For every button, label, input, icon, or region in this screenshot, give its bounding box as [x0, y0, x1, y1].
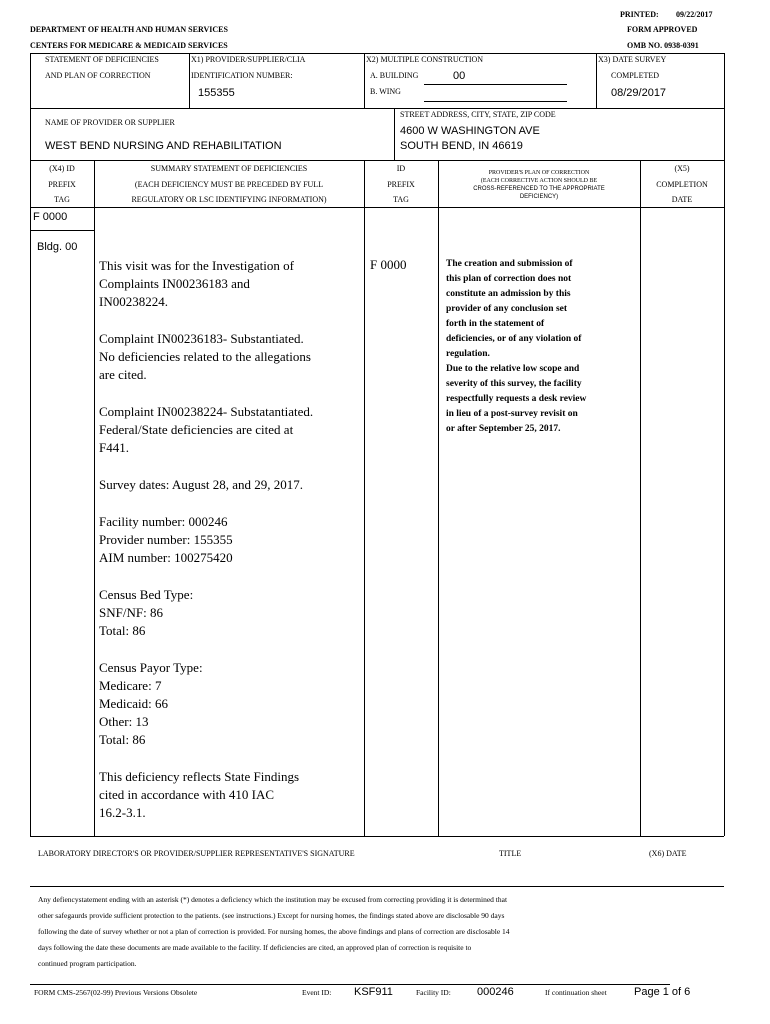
- summary-line: cited in accordance with 410 IAC: [99, 787, 275, 802]
- plan-line: deficiencies, or of any violation of: [446, 334, 582, 344]
- department-title: DEPARTMENT OF HEALTH AND HUMAN SERVICES: [30, 25, 228, 34]
- plan-of-correction: [446, 257, 586, 437]
- box1-left-border: [30, 53, 31, 108]
- event-id-label: Event ID:: [302, 988, 332, 997]
- provider-name-label: NAME OF PROVIDER OR SUPPLIER: [45, 118, 175, 127]
- table-divider-4: [640, 160, 641, 836]
- summary-line: Medicaid: 66: [99, 696, 168, 711]
- summary-line: Medicare: 7: [99, 678, 162, 693]
- disclaimer: [38, 892, 510, 972]
- summary-line: Total: 86: [99, 732, 146, 747]
- summary-header-2: (EACH DEFICIENCY MUST BE PRECEDED BY FULL: [134, 180, 324, 189]
- summary-paragraph: [99, 768, 361, 822]
- summary-paragraph: [99, 330, 361, 384]
- summary-line: IN00238224.: [99, 294, 168, 309]
- summary-line: Complaint IN00238224- Substatantiated.: [99, 404, 314, 419]
- printed-date: 09/22/2017: [676, 10, 713, 19]
- form-approved: FORM APPROVED: [627, 25, 698, 34]
- box1-top-border: [30, 53, 724, 54]
- plan-line: regulation.: [446, 349, 490, 359]
- omb-number: OMB NO. 0938-0391: [627, 41, 699, 50]
- plan-line: forth in the statement of: [446, 319, 545, 329]
- poc-header-2: (EACH CORRECTIVE ACTION SHOULD BE: [480, 178, 598, 184]
- printed-label: PRINTED:: [620, 10, 659, 19]
- left-prefix-tag: F 0000: [33, 211, 68, 223]
- plan-line: provider of any conclusion set: [446, 304, 568, 314]
- plan-line: in lieu of a post-survey revisit on: [446, 409, 578, 419]
- title-label: TITLE: [499, 849, 522, 858]
- summary-line: No deficiencies related to the allegations: [99, 349, 311, 364]
- summary-line: Federal/State deficiencies are cited at: [99, 422, 294, 437]
- table-header-bottom-border: [30, 207, 724, 208]
- disclaimer-line: following the date of survey whether or not a plan of correction is provided. For nursing homes, the above findings and plans of correction are disclosable 14: [38, 927, 510, 936]
- signature-bottom-border: [30, 886, 724, 887]
- plan-line: respectfully requests a desk review: [446, 394, 587, 404]
- plan-line: severity of this survey, the facility: [446, 379, 582, 389]
- summary-paragraph: [99, 586, 361, 640]
- building-value: 00: [453, 70, 466, 82]
- plan-line: constitute an admission by this: [446, 289, 571, 299]
- id-header-2: PREFIX: [387, 180, 415, 189]
- footer-rule: [30, 984, 670, 985]
- box2-right-border: [724, 108, 725, 160]
- summary-header-1: SUMMARY STATEMENT OF DEFICIENCIES: [150, 164, 308, 173]
- building-label: A. BUILDING: [370, 71, 419, 80]
- poc-header-3: CROSS-REFERENCED TO THE APPROPRIATE: [473, 186, 605, 192]
- table-divider-3: [438, 160, 439, 836]
- box1-bottom-border: [30, 108, 724, 109]
- date-label: (X6) DATE: [649, 849, 687, 858]
- centers-title: CENTERS FOR MEDICARE & MEDICAID SERVICES: [30, 41, 228, 50]
- plan-line: this plan of correction does not: [446, 274, 572, 284]
- plan-line: or after September 25, 2017.: [446, 424, 561, 434]
- survey-date: 08/29/2017: [611, 87, 667, 99]
- plan-line: Due to the relative low scope and: [446, 364, 580, 374]
- plan-line: The creation and submission of: [446, 259, 573, 269]
- event-id: KSF911: [354, 986, 393, 998]
- table-divider-2: [364, 160, 365, 836]
- summary-line: This visit was for the Investigation of: [99, 258, 294, 273]
- x5-header-1: (X5): [674, 164, 690, 173]
- summary-line: are cited.: [99, 367, 147, 382]
- id-header-3: TAG: [393, 195, 409, 204]
- facility-id-label: Facility ID:: [416, 988, 451, 997]
- table-right-border: [724, 160, 725, 836]
- summary-line: Survey dates: August 28, and 29, 2017.: [99, 477, 304, 492]
- disclaimer-line: days following the date these documents are made available to the facility. If deficiencies are cited, an approved plan of correction is requisite to: [38, 943, 472, 952]
- address-line-2: SOUTH BEND, IN 46619: [400, 140, 523, 152]
- x5-header-2: COMPLETION: [656, 180, 708, 189]
- summary-paragraph: [99, 403, 361, 457]
- summary-paragraph: [99, 513, 361, 567]
- summary-line: Provider number: 155355: [99, 532, 233, 547]
- table-divider-1: [94, 160, 95, 836]
- disclaimer-line: continued program participation.: [38, 959, 137, 968]
- page-number: Page 1 of 6: [634, 986, 691, 998]
- poc-header-4: DEFICIENCY): [519, 194, 559, 200]
- table-left-border: [30, 160, 31, 836]
- summary-line: Complaint IN00236183- Substantiated.: [99, 331, 304, 346]
- id-header-1: ID: [396, 164, 406, 173]
- x4-header-3: TAG: [54, 195, 70, 204]
- summary-statement: [99, 257, 361, 841]
- box1-right-border: [724, 53, 725, 108]
- x4-header-1: (X4) ID: [49, 164, 75, 173]
- building-underline: [424, 84, 567, 85]
- summary-line: F441.: [99, 440, 129, 455]
- box1-divider-1: [189, 53, 190, 108]
- box2-left-border: [30, 108, 31, 160]
- statement-label-1: STATEMENT OF DEFICIENCIES: [45, 55, 159, 64]
- summary-paragraph: [99, 257, 361, 311]
- summary-line: Census Payor Type:: [99, 660, 203, 675]
- x4-header-2: PREFIX: [48, 180, 76, 189]
- left-tag-separator: [30, 230, 94, 231]
- box1-divider-3: [596, 53, 597, 108]
- wing-label: B. WING: [370, 87, 401, 96]
- box2-divider: [394, 108, 395, 160]
- disclaimer-line: Any defiencystatement ending with an asterisk (*) denotes a deficiency which the institution may be excused from correcting providing it is determined that: [38, 895, 508, 904]
- poc-header-1: PROVIDER'S PLAN OF CORRECTION: [488, 170, 590, 176]
- address-label: STREET ADDRESS, CITY, STATE, ZIP CODE: [400, 110, 556, 119]
- x5-header-3: DATE: [671, 195, 693, 204]
- form-number: FORM CMS-2567(02-99) Previous Versions Obsolete: [34, 988, 198, 997]
- x2-label: X2) MULTIPLE CONSTRUCTION: [366, 55, 484, 64]
- building-tag: Bldg. 00: [37, 241, 78, 253]
- x1-label-2: IDENTIFICATION NUMBER:: [191, 71, 293, 80]
- summary-paragraph: [99, 476, 361, 494]
- right-prefix-tag: F 0000: [370, 257, 407, 272]
- signature-label: LABORATORY DIRECTOR'S OR PROVIDER/SUPPLIER REPRESENTATIVE'S SIGNATURE: [38, 849, 355, 858]
- summary-line: 16.2-3.1.: [99, 805, 146, 820]
- summary-line: AIM number: 100275420: [99, 550, 233, 565]
- disclaimer-line: other safegaurds provide sufficient protection to the patients. (see instructions.) Except for nursing homes, the findings stated above are disclosable 90 days: [38, 911, 505, 920]
- x1-label-1: X1) PROVIDER/SUPPLIER/CLIA: [191, 55, 306, 64]
- summary-header-3: REGULATORY OR LSC IDENTIFYING INFORMATION): [131, 195, 327, 204]
- provider-name: WEST BEND NURSING AND REHABILITATION: [45, 140, 282, 152]
- facility-id: 000246: [477, 986, 514, 998]
- x3-label-2: COMPLETED: [611, 71, 659, 80]
- summary-paragraph: [99, 659, 361, 749]
- summary-line: Complaints IN00236183 and: [99, 276, 250, 291]
- address-line-1: 4600 W WASHINGTON AVE: [400, 125, 540, 137]
- summary-line: SNF/NF: 86: [99, 605, 163, 620]
- wing-underline: [424, 101, 567, 102]
- summary-line: This deficiency reflects State Findings: [99, 769, 300, 784]
- box2-bottom-border: [30, 160, 724, 161]
- summary-line: Census Bed Type:: [99, 587, 194, 602]
- x3-label-1: X3) DATE SURVEY: [598, 55, 667, 64]
- summary-line: Facility number: 000246: [99, 514, 228, 529]
- summary-line: Total: 86: [99, 623, 146, 638]
- box1-divider-2: [364, 53, 365, 108]
- statement-label-2: AND PLAN OF CORRECTION: [45, 71, 151, 80]
- provider-number: 155355: [198, 87, 235, 99]
- continuation-label: If continuation sheet: [545, 988, 607, 997]
- summary-line: Other: 13: [99, 714, 149, 729]
